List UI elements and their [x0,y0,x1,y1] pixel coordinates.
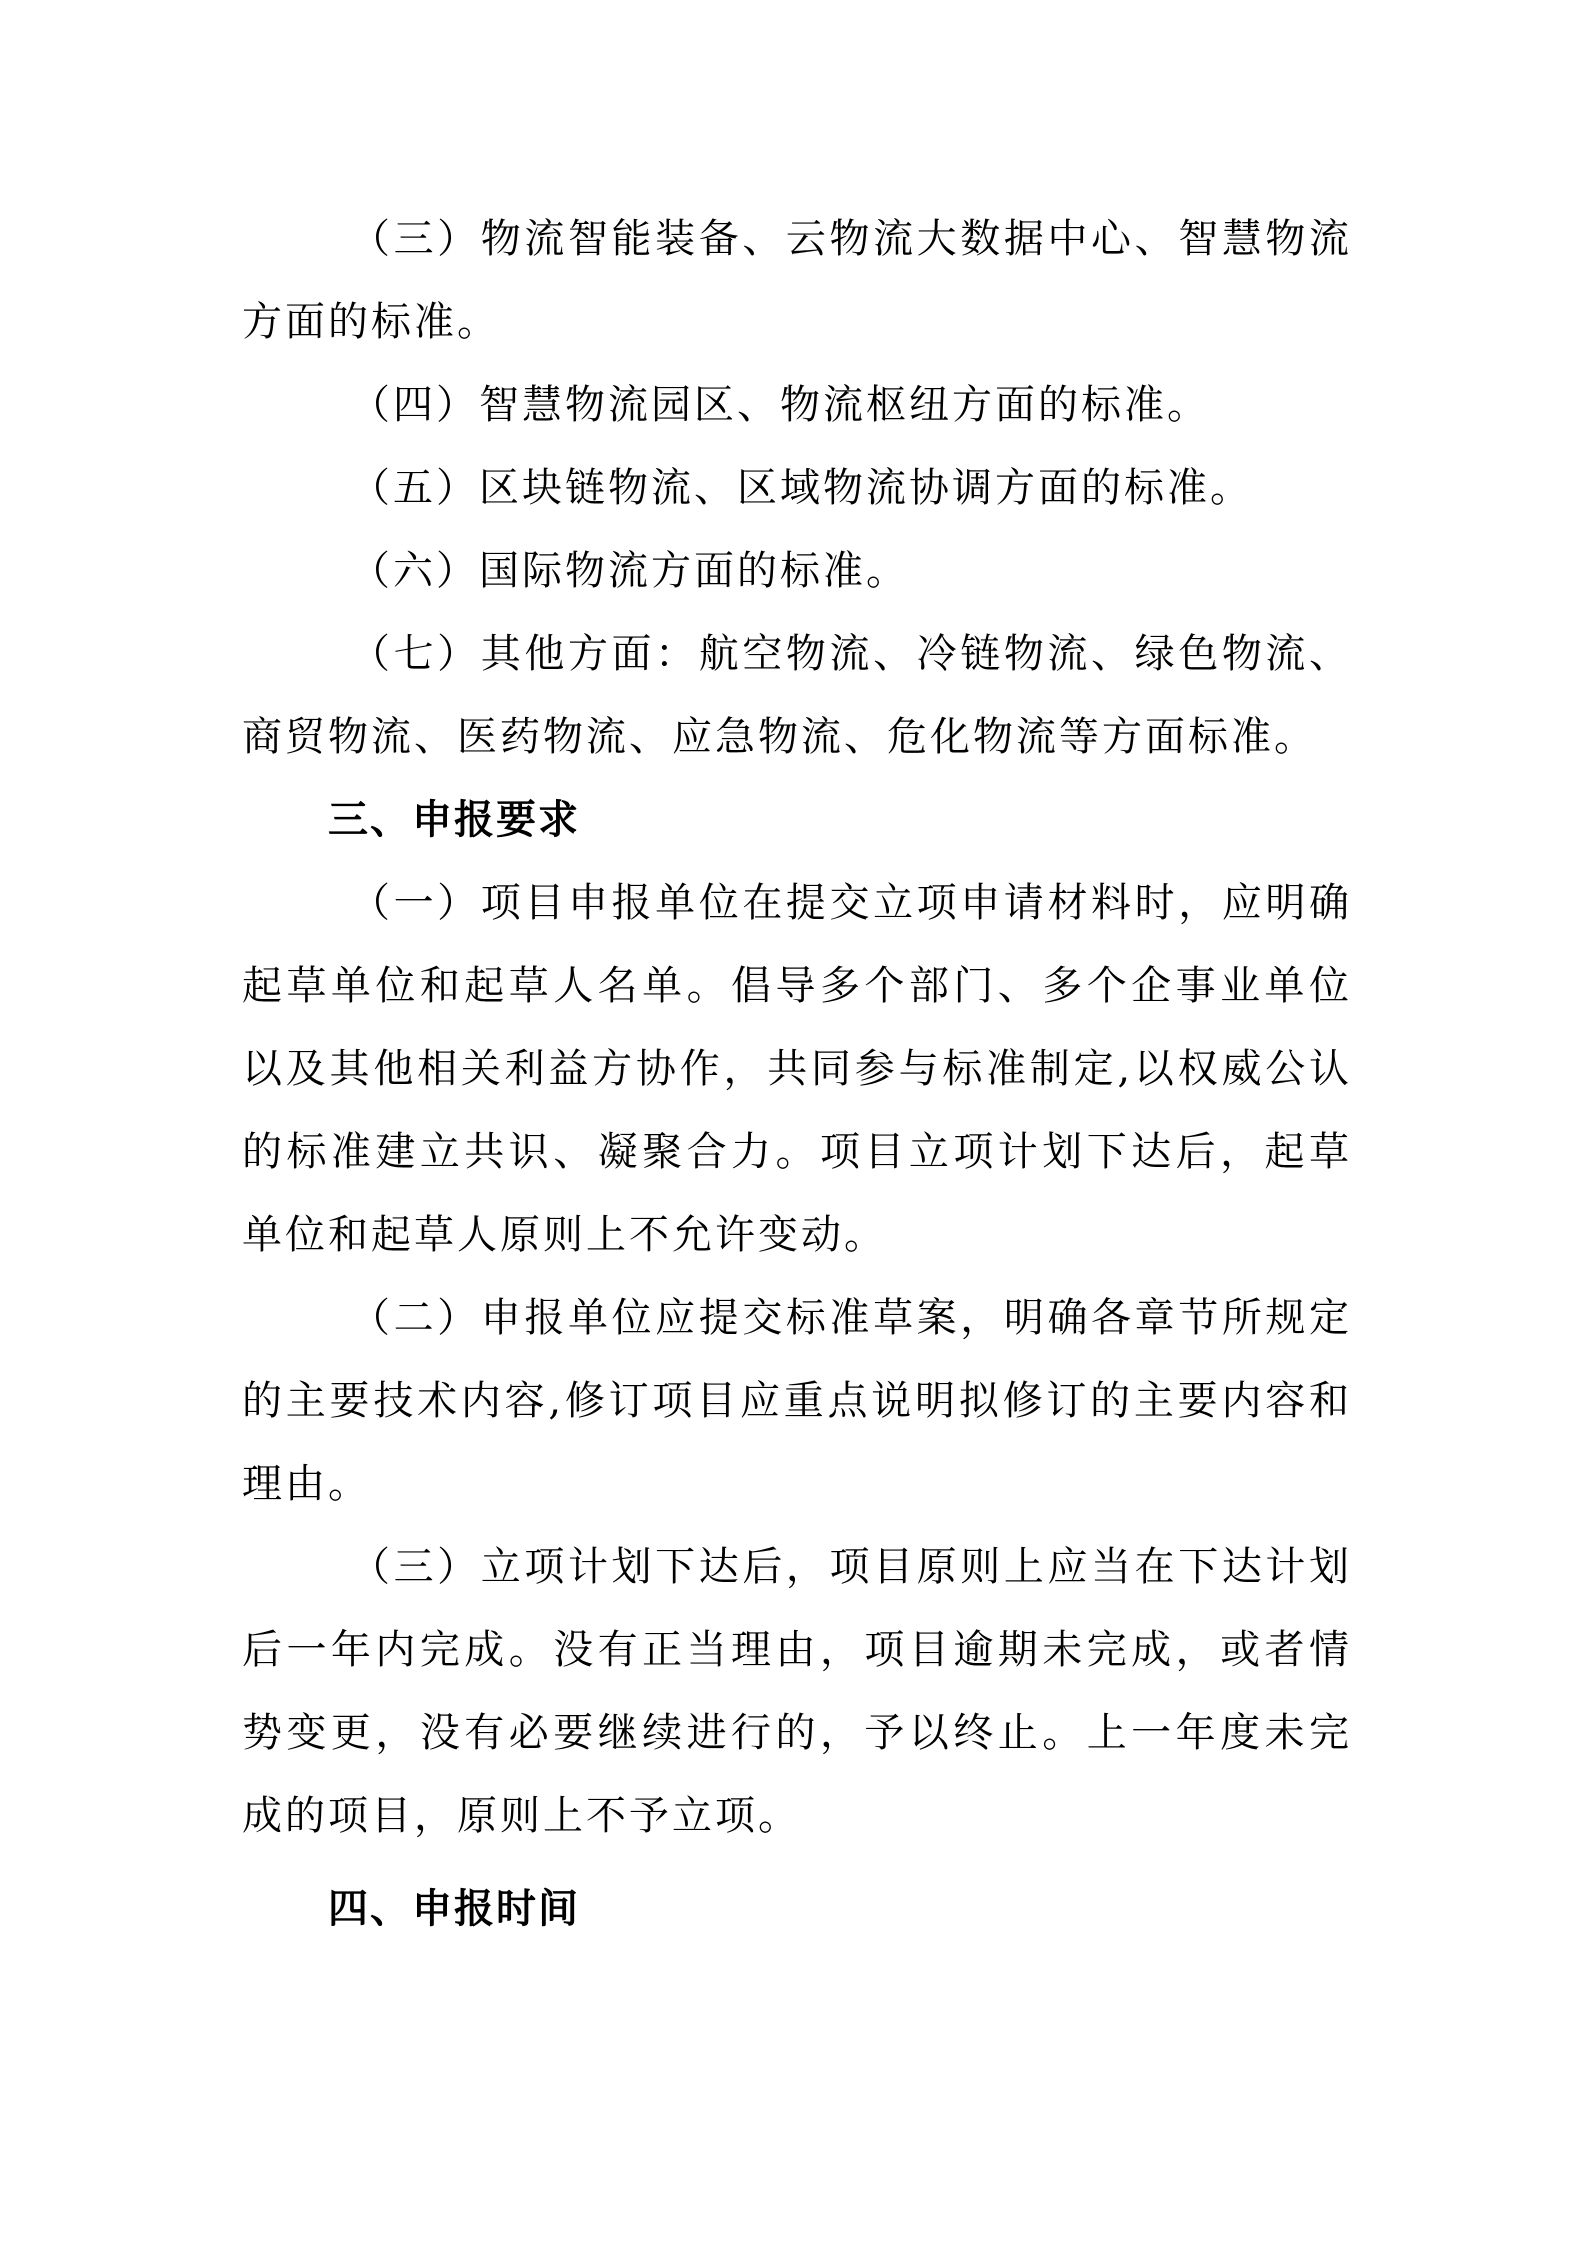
section-heading-time: 四、申报时间 [328,1886,580,1932]
paragraph-requirement-1: （一）项目申报单位在提交立项申请材料时，应明确起草单位和起草人名单。倡导多个部门、多个企事业单位以及其他相关利益方协作，共同参与标准制定,以权威公认的标准建立共识、凝聚合力。项目立项计划下达后，起草单位和起草人原则上不允许变动。 [242,880,1352,1258]
paragraph-requirement-3: （三）立项计划下达后，项目原则上应当在下达计划后一年内完成。没有正当理由，项目逾期未完成，或者情势变更，没有必要继续进行的，予以终止。上一年度未完成的项目，原则上不予立项。 [242,1544,1352,1839]
document-body [242,198,1352,1951]
paragraph-standard-item-5: （五）区块链物流、区域物流协调方面的标准。 [350,465,1253,511]
paragraph-requirement-2: （二）申报单位应提交标准草案，明确各章节所规定的主要技术内容,修订项目应重点说明拟修订的主要内容和理由。 [242,1295,1352,1507]
paragraph-standard-item-7: （七）其他方面：航空物流、冷链物流、绿色物流、商贸物流、医药物流、应急物流、危化物流等方面标准。 [242,631,1352,760]
section-heading-requirements: 三、申报要求 [328,797,580,843]
paragraph-standard-item-4: （四）智慧物流园区、物流枢纽方面的标准。 [350,382,1210,428]
paragraph-standard-item-6: （六）国际物流方面的标准。 [350,548,909,594]
paragraph-standard-item-3: （三）物流智能装备、云物流大数据中心、智慧物流方面的标准。 [242,216,1352,345]
